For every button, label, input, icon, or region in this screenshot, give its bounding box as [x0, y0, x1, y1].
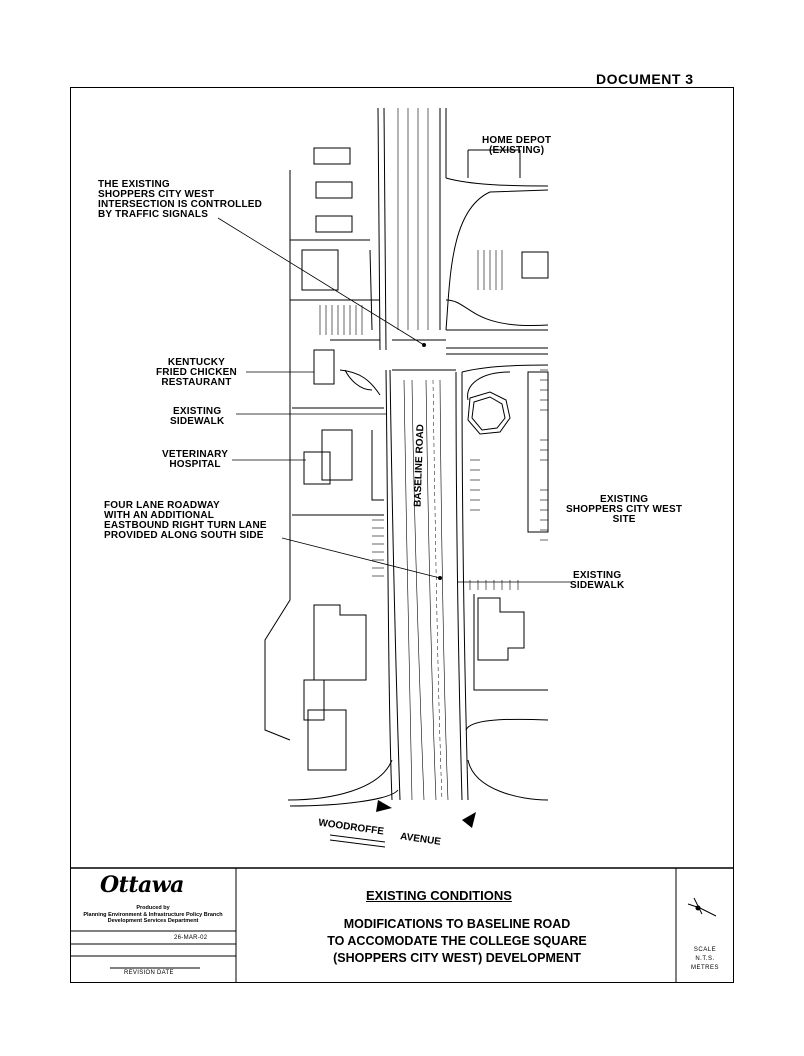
intersection-label: THE EXISTING SHOPPERS CITY WEST INTERSECTION IS CONTROLLED BY TRAFFIC SIGNALS [98, 179, 263, 220]
west-sidewalk-label: EXISTING SIDEWALK [170, 406, 225, 427]
drawing-date: 26-MAR-02 [174, 935, 208, 941]
shoppers-site-label: EXISTING SHOPPERS CITY WEST SITE [566, 494, 683, 525]
drawing-subtitle: MODIFICATIONS TO BASELINE ROAD TO ACCOMODATE THE COLLEGE SQUARE (SHOPPERS CITY WEST) DEVELOPMENT [327, 917, 587, 965]
east-sidewalk-label: EXISTING SIDEWALK [570, 570, 625, 591]
drawing-title: EXISTING CONDITIONS [366, 888, 512, 903]
avenue-label: AVENUE [399, 831, 442, 848]
document-label: DOCUMENT 3 [596, 71, 694, 87]
produced-by: Produced by Planning Environment & Infrastructure Policy Branch Development Services Department [83, 905, 223, 924]
baseline-road-label: BASELINE ROAD [412, 423, 427, 508]
ottawa-logo: Ottawa [100, 872, 184, 898]
scale-note: SCALE N.T.S. METRES [690, 947, 719, 971]
kfc-label: KENTUCKY FRIED CHICKEN RESTAURANT [156, 357, 237, 388]
home-depot-label: HOME DEPOT (EXISTING) [482, 135, 552, 156]
woodroffe-label: WOODROFFE [317, 817, 385, 838]
revision-date-label: REVISION DATE [124, 970, 174, 976]
roadway-label: FOUR LANE ROADWAY WITH AN ADDITIONAL EASTBOUND RIGHT TURN LANE PROVIDED ALONG SOUTH SIDE [104, 500, 267, 541]
veterinary-label: VETERINARY HOSPITAL [162, 449, 229, 470]
